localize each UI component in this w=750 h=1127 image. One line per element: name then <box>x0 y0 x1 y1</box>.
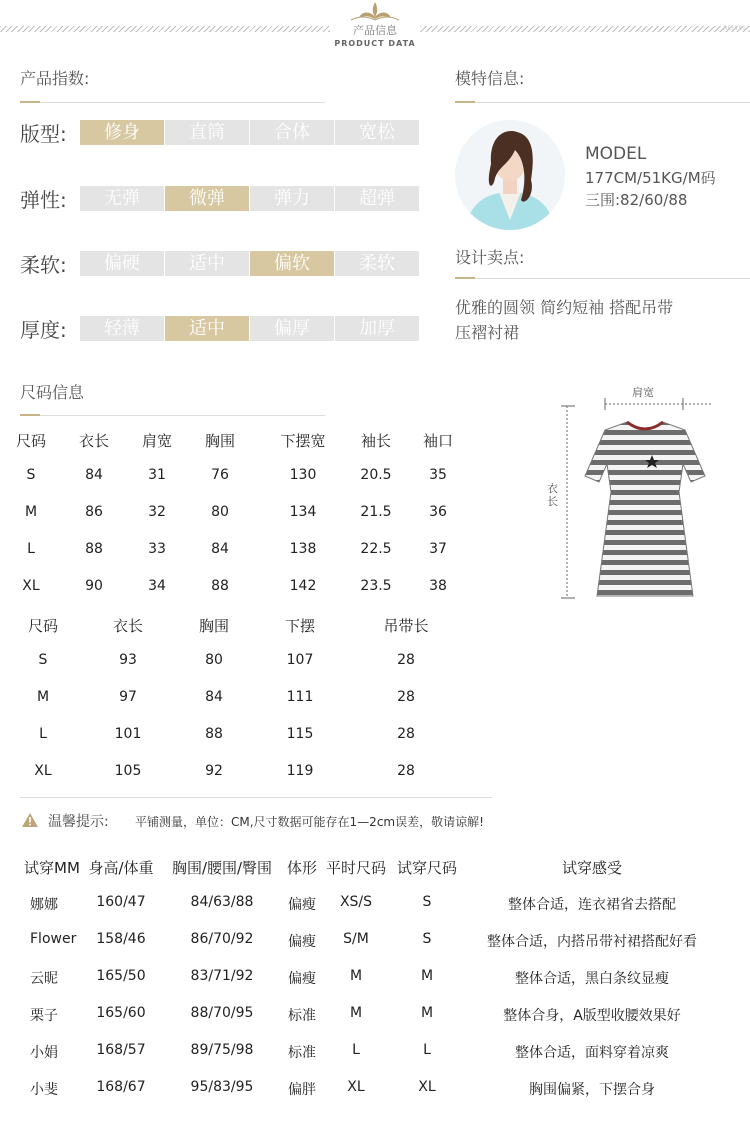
design-title: 设计卖点: <box>455 248 525 267</box>
tryon-cell: 89/75/98 <box>190 1042 254 1058</box>
indices-divider <box>20 102 325 103</box>
tryon-cell: 偏瘦 <box>288 971 316 987</box>
table1-cell: L <box>27 541 35 557</box>
fleur-ornament-icon <box>345 0 405 24</box>
index-label: 柔软: <box>20 253 67 277</box>
table2-cell: L <box>39 726 47 742</box>
index-label: 厚度: <box>20 318 67 342</box>
model-accent <box>455 101 475 103</box>
tryon-cell: 标准 <box>288 1008 316 1024</box>
size-accent <box>20 414 40 416</box>
table2-cell: 88 <box>205 726 223 742</box>
tryon-cell: S <box>422 931 432 947</box>
tryon-cell: 整体合适，连衣裙省去搭配 <box>508 897 676 913</box>
table1-cell: 22.5 <box>360 541 392 557</box>
table2-cell: 28 <box>397 689 415 705</box>
table1-cell: 88 <box>211 578 229 594</box>
header-corner-text: REFYSS <box>723 25 746 32</box>
index-option: 适中 <box>165 251 249 276</box>
warning-divider <box>20 797 492 798</box>
table1-cell: 35 <box>429 467 447 483</box>
table1-header: 下摆宽 <box>280 432 326 450</box>
tryon-cell: 168/67 <box>96 1079 146 1095</box>
table2-header: 尺码 <box>27 617 59 635</box>
index-option: 偏软 <box>250 251 334 276</box>
tryon-cell: L <box>423 1042 431 1058</box>
index-option: 柔软 <box>335 251 419 276</box>
table2-cell: 101 <box>114 726 142 742</box>
table1-cell: 21.5 <box>360 504 392 520</box>
model-title: 模特信息: <box>455 69 525 88</box>
table2-cell: 115 <box>286 726 314 742</box>
tryon-cell: 160/47 <box>96 894 146 910</box>
tryon-cell: 云昵 <box>30 971 58 987</box>
table2-header: 下摆 <box>284 617 316 635</box>
table2-header: 衣长 <box>112 617 144 635</box>
table1-cell: 86 <box>85 504 103 520</box>
tryon-cell: 偏胖 <box>288 1082 316 1098</box>
index-option: 轻薄 <box>80 316 164 341</box>
tryon-cell: 小斐 <box>30 1082 58 1098</box>
tryon-cell: 86/70/92 <box>190 931 254 947</box>
tryon-cell: 小娟 <box>30 1045 58 1061</box>
tryon-cell: 标准 <box>288 1045 316 1061</box>
table2-header: 胸围 <box>198 617 230 635</box>
index-option: 无弹 <box>80 186 164 211</box>
table1-cell: 130 <box>289 467 317 483</box>
table1-cell: S <box>26 467 36 483</box>
table2-cell: 80 <box>205 652 223 668</box>
tryon-cell: 偏瘦 <box>288 897 316 913</box>
model-stats: 177CM/51KG/M码 <box>585 169 716 187</box>
index-option: 宽松 <box>335 120 419 145</box>
table1-cell: XL <box>22 578 40 594</box>
table2-cell: S <box>38 652 48 668</box>
table2-cell: 97 <box>119 689 137 705</box>
design-line-1: 优雅的圆领 简约短袖 搭配吊带 <box>455 298 674 317</box>
tryon-cell: 165/60 <box>96 1005 146 1021</box>
table2-cell: 28 <box>397 726 415 742</box>
table2-cell: M <box>36 689 50 705</box>
index-option: 直筒 <box>165 120 249 145</box>
indices-title: 产品指数: <box>20 69 90 88</box>
table1-cell: 134 <box>289 504 317 520</box>
table1-cell: 31 <box>148 467 166 483</box>
table2-cell: XL <box>34 763 52 779</box>
table2-cell: 93 <box>119 652 137 668</box>
header-title: 产品信息 <box>353 24 397 37</box>
table2-cell: 84 <box>205 689 223 705</box>
table2-cell: 28 <box>397 652 415 668</box>
dress-illustration <box>545 380 745 610</box>
design-accent <box>455 277 475 279</box>
tryon-header: 试穿感受 <box>561 859 623 877</box>
table1-header: 袖长 <box>360 432 392 450</box>
design-divider <box>455 278 750 279</box>
tryon-cell: 84/63/88 <box>190 894 254 910</box>
table1-cell: 84 <box>211 541 229 557</box>
table1-cell: 84 <box>85 467 103 483</box>
tryon-cell: S <box>422 894 432 910</box>
tryon-cell: Flower <box>30 931 77 947</box>
index-option: 弹力 <box>250 186 334 211</box>
tryon-cell: 83/71/92 <box>190 968 254 984</box>
table1-cell: 138 <box>289 541 317 557</box>
index-option: 合体 <box>250 120 334 145</box>
table1-cell: 142 <box>289 578 317 594</box>
tryon-cell: XL <box>418 1079 436 1095</box>
table2-cell: 119 <box>286 763 314 779</box>
index-option: 加厚 <box>335 316 419 341</box>
tryon-cell: 栗子 <box>30 1008 58 1024</box>
tryon-header: 平时尺码 <box>325 859 387 877</box>
table1-cell: 90 <box>85 578 103 594</box>
table1-cell: 23.5 <box>360 578 392 594</box>
table1-cell: M <box>24 504 38 520</box>
tryon-cell: XS/S <box>339 894 373 910</box>
table1-header: 尺码 <box>15 432 47 450</box>
tryon-cell: 整体合适，黑白条纹显瘦 <box>515 971 669 987</box>
table1-cell: 20.5 <box>360 467 392 483</box>
table1-header: 袖口 <box>422 432 454 450</box>
tryon-cell: 88/70/95 <box>190 1005 254 1021</box>
tryon-cell: M <box>420 1005 434 1021</box>
tryon-header: 试穿尺码 <box>396 859 458 877</box>
index-option: 微弹 <box>165 186 249 211</box>
table1-cell: 38 <box>429 578 447 594</box>
table2-cell: 107 <box>286 652 314 668</box>
table2-cell: 105 <box>114 763 142 779</box>
table1-cell: 37 <box>429 541 447 557</box>
tryon-cell: 整体合适，内搭吊带衬裙搭配好看 <box>487 934 697 950</box>
model-divider <box>455 102 750 103</box>
table1-cell: 36 <box>429 504 447 520</box>
tryon-header: 胸围/腰围/臀围 <box>171 859 273 877</box>
table1-cell: 88 <box>85 541 103 557</box>
tryon-cell: XL <box>347 1079 365 1095</box>
tryon-header: 身高/体重 <box>88 859 154 877</box>
warning-icon <box>22 813 38 827</box>
warning-text: 平铺测量，单位：CM,尺寸数据可能存在1—2cm误差，敬请谅解! <box>135 815 484 829</box>
tryon-cell: 165/50 <box>96 968 146 984</box>
design-line-2: 压褶衬裙 <box>455 323 520 342</box>
tryon-cell: 95/83/95 <box>190 1079 254 1095</box>
size-title: 尺码信息 <box>20 383 85 402</box>
tryon-header: 体形 <box>286 859 318 877</box>
tryon-cell: L <box>352 1042 360 1058</box>
index-label: 版型: <box>20 122 67 146</box>
tryon-cell: M <box>349 968 363 984</box>
index-option: 偏硬 <box>80 251 164 276</box>
indices-accent <box>20 101 40 103</box>
table1-cell: 80 <box>211 504 229 520</box>
table1-header: 胸围 <box>204 432 236 450</box>
table2-cell: 92 <box>205 763 223 779</box>
model-name: MODEL <box>585 144 647 164</box>
size-divider <box>20 415 325 416</box>
tryon-cell: S/M <box>343 931 369 947</box>
index-option: 适中 <box>165 316 249 341</box>
model-avatar <box>455 120 565 230</box>
header-subtitle: PRODUCT DATA <box>334 39 416 48</box>
dress-label-length: 衣长 <box>547 482 558 508</box>
model-measure: 三围:82/60/88 <box>585 191 688 209</box>
warning-label: 温馨提示: <box>48 814 109 830</box>
tryon-cell: 娜娜 <box>30 897 58 913</box>
table1-cell: 33 <box>148 541 166 557</box>
table1-header: 肩宽 <box>141 432 173 450</box>
tryon-cell: 158/46 <box>96 931 146 947</box>
table1-header: 衣长 <box>78 432 110 450</box>
tryon-cell: 偏瘦 <box>288 934 316 950</box>
table1-cell: 76 <box>211 467 229 483</box>
table2-cell: 28 <box>397 763 415 779</box>
tryon-header: 试穿MM <box>24 859 80 877</box>
index-option: 偏厚 <box>250 316 334 341</box>
tryon-cell: M <box>420 968 434 984</box>
table1-cell: 32 <box>148 504 166 520</box>
table2-cell: 111 <box>286 689 314 705</box>
index-label: 弹性: <box>20 188 67 212</box>
tryon-cell: 168/57 <box>96 1042 146 1058</box>
table2-header: 吊带长 <box>383 617 429 635</box>
index-option: 超弹 <box>335 186 419 211</box>
tryon-cell: M <box>349 1005 363 1021</box>
table1-cell: 34 <box>148 578 166 594</box>
dress-label-width: 肩宽 <box>632 386 654 399</box>
index-option: 修身 <box>80 120 164 145</box>
tryon-cell: 整体合适，面料穿着凉爽 <box>515 1045 669 1061</box>
tryon-cell: 整体合身，A版型收腰效果好 <box>503 1008 681 1024</box>
tryon-cell: 胸围偏紧，下摆合身 <box>529 1082 655 1098</box>
